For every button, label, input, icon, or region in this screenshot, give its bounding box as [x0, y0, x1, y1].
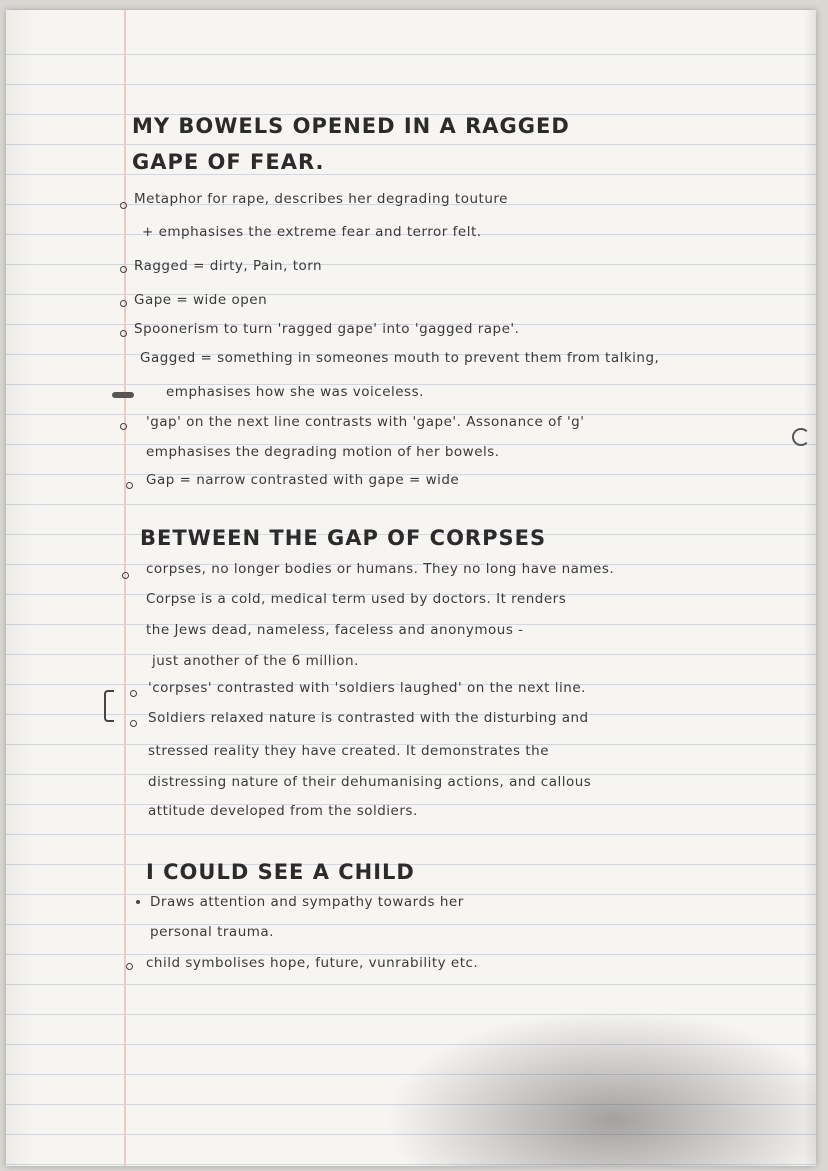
note-line: Gape = wide open	[134, 292, 268, 308]
bullet-point	[120, 202, 127, 209]
note-line: child symbolises hope, future, vunrability etc.	[146, 955, 479, 971]
section-1-heading-line-2: GAPE OF FEAR.	[132, 150, 325, 174]
margin-line	[124, 10, 126, 1166]
note-line: 'gap' on the next line contrasts with 'gape'. Assonance of 'g'	[146, 414, 585, 430]
note-line: Draws attention and sympathy towards her	[150, 894, 464, 910]
note-line: attitude developed from the soldiers.	[148, 803, 418, 819]
note-line: + emphasises the extreme fear and terror felt.	[142, 224, 482, 240]
note-line: Soldiers relaxed nature is contrasted with the disturbing and	[148, 710, 589, 726]
note-line: Ragged = dirty, Pain, torn	[134, 258, 323, 274]
bullet-point	[136, 900, 140, 904]
section-1-heading-line-1: MY BOWELS OPENED IN A RAGGED	[132, 114, 570, 138]
note-line: Metaphor for rape, describes her degrading touture	[134, 191, 508, 207]
note-line: Spoonerism to turn 'ragged gape' into 'gagged rape'.	[134, 321, 520, 337]
notebook-page	[6, 10, 816, 1166]
note-line: 'corpses' contrasted with 'soldiers laughed' on the next line.	[148, 680, 586, 696]
note-line: distressing nature of their dehumanising actions, and callous	[148, 774, 592, 790]
note-line: personal trauma.	[150, 924, 274, 940]
note-line: emphasises the degrading motion of her bowels.	[146, 444, 500, 460]
section-2-heading: BETWEEN THE GAP OF CORPSES	[140, 526, 547, 550]
bullet-point	[122, 572, 129, 579]
photo-shadow	[366, 1000, 816, 1166]
note-line: Corpse is a cold, medical term used by doctors. It renders	[146, 591, 567, 607]
margin-doodle-icon	[792, 428, 810, 446]
note-line: emphasises how she was voiceless.	[166, 384, 424, 400]
section-3-heading: I COULD SEE A CHILD	[146, 860, 415, 884]
note-line: Gagged = something in someones mouth to prevent them from talking,	[140, 350, 660, 366]
crossed-out-mark	[112, 392, 134, 398]
page-edge-shading	[804, 10, 816, 1166]
bullet-point	[130, 690, 137, 697]
note-line: corpses, no longer bodies or humans. They no long have names.	[146, 561, 615, 577]
note-line: Gap = narrow contrasted with gape = wide	[146, 472, 460, 488]
bullet-point	[120, 423, 127, 430]
note-line: just another of the 6 million.	[152, 653, 359, 669]
bullet-point	[120, 330, 127, 337]
note-line: stressed reality they have created. It demonstrates the	[148, 743, 550, 759]
bracket-mark	[104, 690, 114, 722]
bullet-point	[130, 720, 137, 727]
note-line: the Jews dead, nameless, faceless and anonymous -	[146, 622, 524, 638]
bullet-point	[120, 266, 127, 273]
bullet-point	[126, 963, 133, 970]
bullet-point	[120, 300, 127, 307]
bullet-point	[126, 482, 133, 489]
